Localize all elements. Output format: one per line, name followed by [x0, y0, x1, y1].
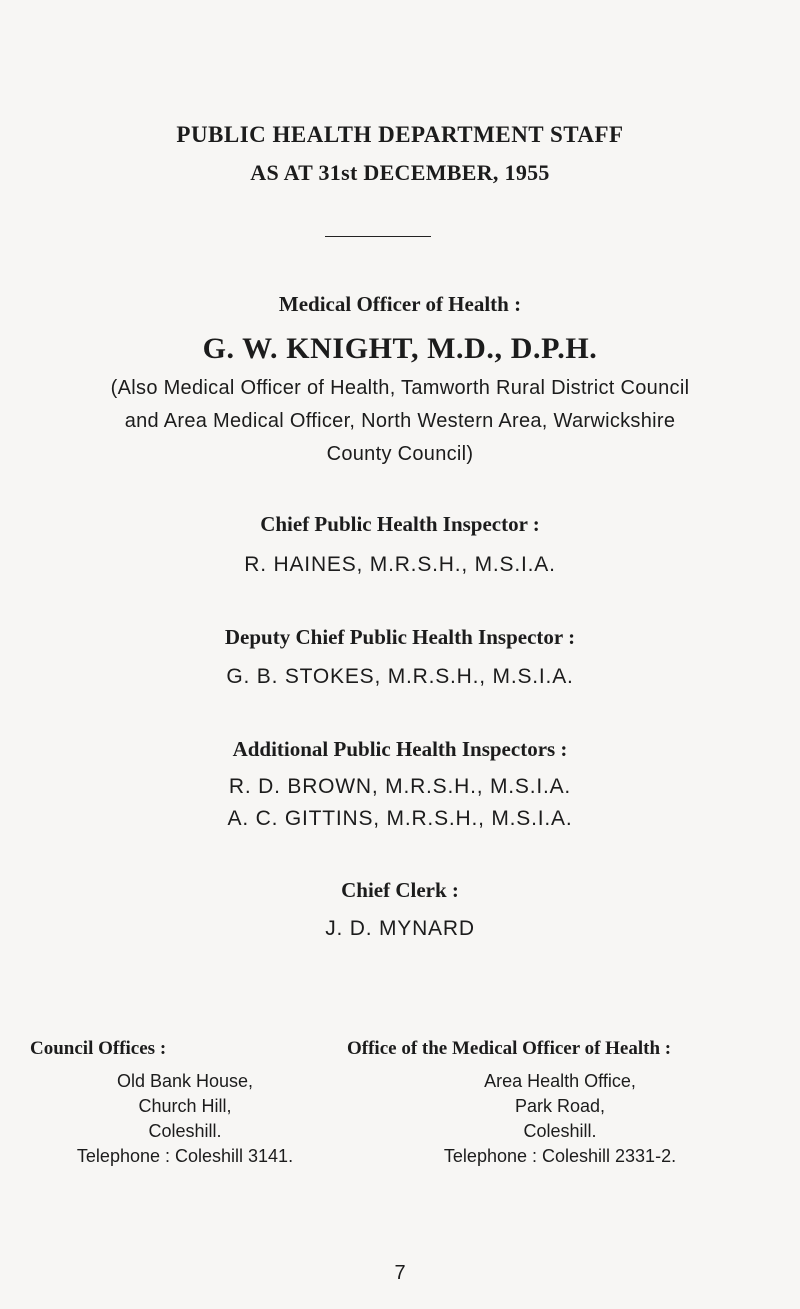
- chief-clerk-title: Chief Clerk :: [341, 878, 459, 902]
- moh-office-title: Office of the Medical Officer of Health :: [347, 1038, 672, 1059]
- additional-phi-name: R. D. BROWN, M.R.S.H., M.S.I.A.: [228, 775, 572, 798]
- address-line: Old Bank House,: [116, 1071, 254, 1091]
- chief-phi-title: Chief Public Health Inspector :: [260, 512, 540, 536]
- telephone-line: Telephone : Coleshill 2331-2.: [443, 1146, 677, 1166]
- moh-note-line: (Also Medical Officer of Health, Tamworth Rural District Council: [110, 377, 690, 399]
- chief-clerk-name: J. D. MYNARD: [325, 917, 475, 940]
- moh-note-line: and Area Medical Officer, North Western Area, Warwickshire: [124, 410, 676, 432]
- address-line: Coleshill.: [148, 1121, 222, 1141]
- moh-name: G. W. KNIGHT, M.D., D.P.H.: [202, 332, 598, 365]
- moh-title: Medical Officer of Health :: [278, 292, 522, 316]
- chief-phi-name: R. HAINES, M.R.S.H., M.S.I.A.: [244, 553, 556, 576]
- report-date-heading: AS AT 31st DECEMBER, 1955: [250, 160, 550, 185]
- address-line: Area Health Office,: [484, 1071, 636, 1091]
- heading-divider: [325, 236, 431, 237]
- page-number: 7: [394, 1262, 406, 1284]
- deputy-phi-title: Deputy Chief Public Health Inspector :: [224, 625, 576, 649]
- additional-phi-title: Additional Public Health Inspectors :: [232, 737, 568, 761]
- moh-note: [0, 372, 800, 471]
- address-line: Park Road,: [514, 1096, 606, 1116]
- council-offices-block: [30, 1036, 340, 1169]
- address-line: Church Hill,: [138, 1096, 232, 1116]
- moh-office-block: [347, 1036, 770, 1169]
- additional-phi-name: A. C. GITTINS, M.R.S.H., M.S.I.A.: [227, 807, 573, 830]
- council-offices-title: Council Offices :: [30, 1038, 167, 1059]
- deputy-phi-name: G. B. STOKES, M.R.S.H., M.S.I.A.: [226, 665, 574, 688]
- moh-note-line: County Council): [326, 443, 474, 465]
- report-heading: PUBLIC HEALTH DEPARTMENT STAFF: [176, 122, 624, 147]
- telephone-line: Telephone : Coleshill 3141.: [76, 1146, 294, 1166]
- address-line: Coleshill.: [523, 1121, 597, 1141]
